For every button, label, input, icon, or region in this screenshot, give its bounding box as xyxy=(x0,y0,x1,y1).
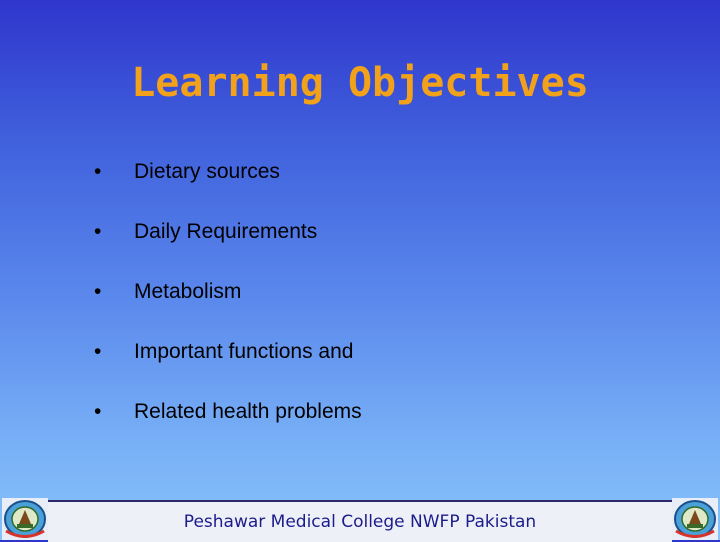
list-item xyxy=(94,400,362,460)
footer-text: Peshawar Medical College NWFP Pakistan xyxy=(183,512,537,532)
bullet-text: Important functions and xyxy=(134,340,354,363)
bullet-text: Metabolism xyxy=(134,280,242,303)
list-item xyxy=(94,280,362,340)
bullet-text: Dietary sources xyxy=(134,160,280,183)
bullet-icon: • xyxy=(94,340,102,363)
slide-title: Learning Objectives xyxy=(131,60,589,106)
bullet-text: Related health problems xyxy=(134,400,362,423)
college-emblem-icon xyxy=(2,498,48,540)
bullet-icon: • xyxy=(94,400,102,423)
bullet-text: Daily Requirements xyxy=(134,220,318,243)
bullet-icon: • xyxy=(94,160,102,183)
bullet-list xyxy=(94,160,362,460)
list-item xyxy=(94,160,362,220)
list-item xyxy=(94,340,362,400)
college-emblem-icon xyxy=(672,498,718,540)
bullet-icon: • xyxy=(94,280,102,303)
list-item xyxy=(94,220,362,280)
bullet-icon: • xyxy=(94,220,102,243)
